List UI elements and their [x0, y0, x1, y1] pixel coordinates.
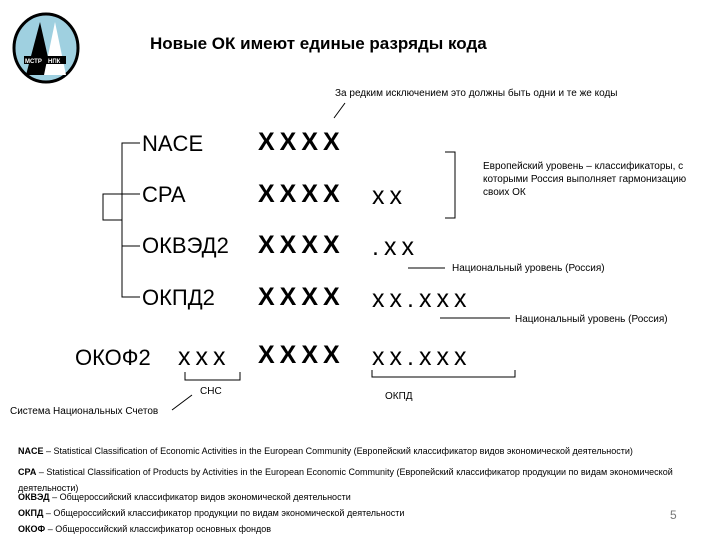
row-code-okved2: XXXX: [258, 231, 345, 259]
row-label-okpd2: ОКПД2: [142, 285, 215, 310]
national-level-text-2: Национальный уровень (Россия): [515, 314, 668, 325]
row-label-cpa: CPA: [142, 182, 186, 207]
row-code-cpa: XXXX: [258, 180, 345, 208]
european-level-text: Европейский уровень – классификаторы, с которыми Россия выполняет гармонизацию своих ОК: [483, 161, 687, 198]
footnote-okved: ОКВЭД – Общероссийский классификатор видов экономической деятельности: [18, 492, 351, 502]
page-number: 5: [670, 508, 677, 522]
row-code-okof2: XXXX: [258, 341, 345, 369]
row-suffix-okved2: .xx: [372, 233, 419, 261]
okpd-label: ОКПД: [385, 391, 413, 402]
footnote-cpa: CPA – Statistical Classification of Products by Activities in the European Economic Community (Европейский классификатор продукции по видам экономической деятельности): [18, 467, 673, 493]
footnote-nace: NACE – Statistical Classification of Economic Activities in the European Community (Европейский классификатор видов экономической деятельности): [18, 446, 633, 456]
row-label-okof2: ОКОФ2: [75, 345, 151, 370]
footnote-okof: ОКОФ – Общероссийский классификатор основных фондов: [18, 524, 272, 534]
row-code-nace: XXXX: [258, 128, 345, 156]
logo-text-right: НПК: [48, 59, 61, 65]
row-label-nace: NACE: [142, 131, 204, 156]
cns-label: СНС: [200, 386, 222, 397]
row-suffix-okpd2: xx.xxx: [372, 285, 472, 313]
sns-full-label: Система Национальных Счетов: [10, 406, 159, 417]
row-code-okpd2: XXXX: [258, 283, 345, 311]
row-suffix-cpa: xx: [372, 182, 407, 210]
logo: [14, 14, 78, 82]
row-label-okved2: ОКВЭД2: [142, 233, 229, 258]
slide-title: Новые ОК имеют единые разряды кода: [150, 34, 487, 53]
note-text: За редким исключением это должны быть одни и те же коды: [335, 88, 618, 99]
row-prefix-okof2: xxx: [178, 343, 231, 371]
logo-text-left: МСТР: [25, 59, 42, 65]
footnote-okpd: ОКПД – Общероссийский классификатор продукции по видам экономической деятельности: [18, 508, 405, 518]
national-level-text-1: Национальный уровень (Россия): [452, 263, 605, 274]
row-suffix-okof2: xx.xxx: [372, 343, 472, 371]
